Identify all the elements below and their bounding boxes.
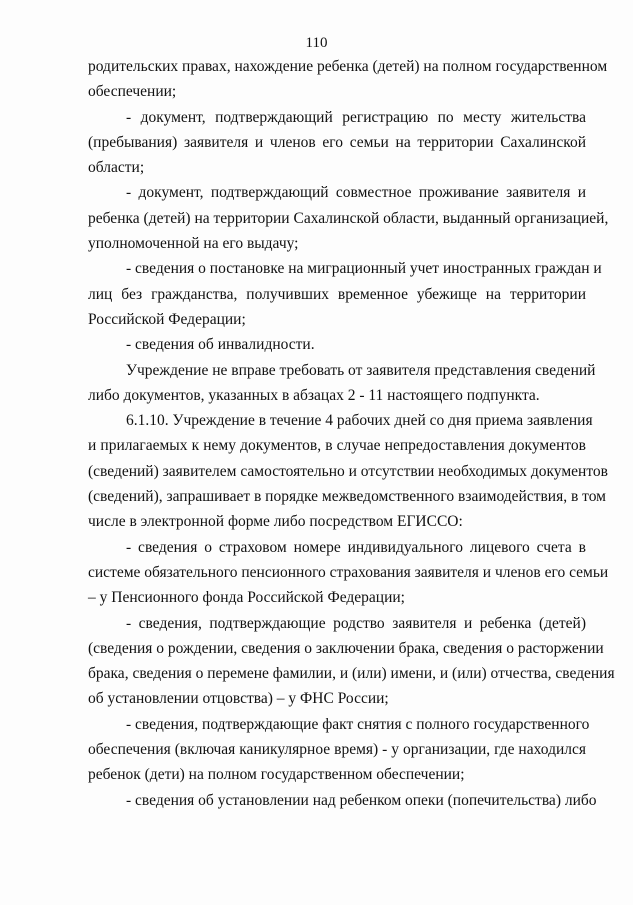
text-line: 6.1.10. Учреждение в течение 4 рабочих дней со дня приема заявления xyxy=(126,412,593,430)
text-line: либо документов, указанных в абзацах 2 - 11 настоящего подпункта. xyxy=(88,386,540,404)
text-line: ребенок (дети) на полном государственном обеспечении; xyxy=(88,766,465,784)
paragraph xyxy=(88,611,615,712)
text-line: брака, сведения о перемене фамилии, и (или) имени, и (или) отчества, сведения xyxy=(88,665,615,683)
text-line: - документ, подтверждающий регистрацию по месту жительства xyxy=(126,108,586,126)
text-line: (сведений) заявителем самостоятельно и отсутствии необходимых документов xyxy=(88,462,608,480)
text-line: числе в электронной форме либо посредством ЕГИССО: xyxy=(88,513,463,531)
page-number: 110 xyxy=(305,35,328,51)
text-line: системе обязательного пенсионного страхования заявителя и членов его семьи xyxy=(88,563,609,581)
paragraph xyxy=(88,408,608,534)
paragraph xyxy=(88,358,596,409)
text-line: (пребывания) заявителя и членов его семьи на территории Сахалинской xyxy=(88,133,586,151)
text-line: лиц без гражданства, получивших временное убежище на территории xyxy=(88,285,586,303)
document-body xyxy=(88,54,615,813)
text-line: родительских правах, нахождение ребенка (детей) на полном государственном xyxy=(88,58,608,75)
text-line: и прилагаемых к нему документов, в случае непредоставления документов xyxy=(88,437,586,455)
text-line: об установлении отцовства) – у ФНС России; xyxy=(88,690,389,708)
paragraph xyxy=(88,535,609,611)
paragraph xyxy=(88,105,586,181)
text-line: области; xyxy=(88,159,145,177)
text-line: (сведений), запрашивает в порядке межведомственного взаимодействия, в том xyxy=(88,488,606,506)
text-line: Учреждение не вправе требовать от заявителя представления сведений xyxy=(126,361,596,379)
paragraph xyxy=(88,256,602,332)
text-line: - сведения об инвалидности. xyxy=(126,336,315,354)
text-line: - сведения об установлении над ребенком опеки (попечительства) либо xyxy=(126,791,597,809)
text-line: - документ, подтверждающий совместное проживание заявителя и xyxy=(126,184,586,202)
paragraph xyxy=(88,54,608,105)
text-line: – у Пенсионного фонда Российской Федерации; xyxy=(88,589,405,607)
text-line: ребенка (детей) на территории Сахалинской области, выданный организацией, xyxy=(88,209,609,227)
text-line: (сведения о рождении, сведения о заключении брака, сведения о расторжении xyxy=(88,639,604,657)
paragraph xyxy=(88,332,586,357)
text-line: обеспечении; xyxy=(88,83,177,101)
paragraph xyxy=(88,180,609,256)
paragraph xyxy=(88,788,597,813)
text-line: уполномоченной на его выдачу; xyxy=(88,235,299,253)
text-line: - сведения о страховом номере индивидуального лицевого счета в xyxy=(126,538,586,556)
text-line: - сведения, подтверждающие родство заявителя и ребенка (детей) xyxy=(126,614,586,632)
paragraph xyxy=(88,712,590,788)
text-line: - сведения о постановке на миграционный учет иностранных граждан и xyxy=(126,260,602,278)
text-line: обеспечения (включая каникулярное время) - у организации, где находился xyxy=(88,741,586,759)
text-line: Российской Федерации; xyxy=(88,310,246,328)
text-line: - сведения, подтверждающие факт снятия с полного государственного xyxy=(126,715,590,733)
